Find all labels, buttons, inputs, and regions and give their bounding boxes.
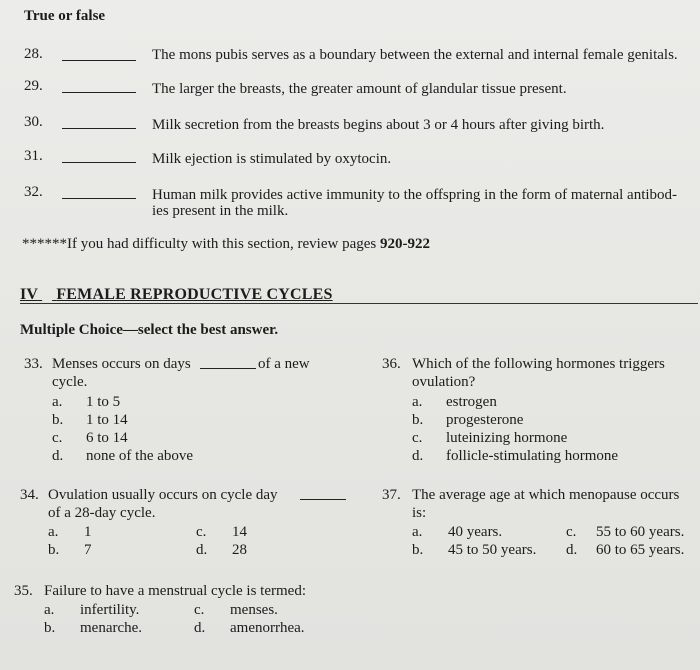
item-number: 30. bbox=[24, 114, 43, 130]
question-text-line-1: Which of the following hormones triggers bbox=[412, 356, 665, 372]
option-text[interactable]: 6 to 14 bbox=[86, 430, 128, 446]
option-letter: a. bbox=[412, 394, 423, 410]
option-text[interactable]: progesterone bbox=[446, 412, 524, 428]
option-letter: d. bbox=[52, 448, 64, 464]
option-text[interactable]: 1 bbox=[84, 524, 92, 540]
answer-blank[interactable] bbox=[200, 368, 256, 369]
item-number: 28. bbox=[24, 46, 43, 62]
question-number: 36. bbox=[382, 356, 401, 372]
option-letter: c. bbox=[412, 430, 423, 446]
question-text-line-2: of a 28-day cycle. bbox=[48, 505, 156, 521]
option-letter: b. bbox=[412, 412, 424, 428]
option-text[interactable]: 1 to 5 bbox=[86, 394, 121, 410]
option-letter: a. bbox=[48, 524, 59, 540]
item-number: 29. bbox=[24, 78, 43, 94]
section-divider bbox=[20, 303, 698, 304]
option-text[interactable]: menses. bbox=[230, 602, 278, 618]
option-text[interactable]: estrogen bbox=[446, 394, 497, 410]
question-text-start: Menses occurs on days bbox=[52, 356, 191, 372]
review-note-text: ******If you had difficulty with this section, review pages bbox=[22, 236, 377, 252]
option-text[interactable]: luteinizing hormone bbox=[446, 430, 568, 446]
option-letter: d. bbox=[196, 542, 208, 558]
item-number: 32. bbox=[24, 184, 43, 200]
option-letter: c. bbox=[566, 524, 577, 540]
option-text[interactable]: 60 to 65 years. bbox=[596, 542, 685, 558]
option-text[interactable]: 1 to 14 bbox=[86, 412, 128, 428]
option-letter: d. bbox=[194, 620, 206, 636]
answer-blank[interactable] bbox=[62, 92, 136, 93]
question-number: 35. bbox=[14, 583, 33, 599]
answer-blank[interactable] bbox=[62, 60, 136, 61]
option-letter: c. bbox=[196, 524, 207, 540]
item-statement-line-2: ies present in the milk. bbox=[152, 203, 289, 219]
option-letter: b. bbox=[412, 542, 424, 558]
option-text[interactable]: 55 to 60 years. bbox=[596, 524, 685, 540]
section-title-true-false: True or false bbox=[24, 8, 106, 24]
option-text[interactable]: infertility. bbox=[80, 602, 140, 618]
section-heading bbox=[20, 286, 333, 304]
answer-blank[interactable] bbox=[62, 162, 136, 163]
option-letter: b. bbox=[44, 620, 56, 636]
option-text[interactable]: 28 bbox=[232, 542, 247, 558]
option-letter: a. bbox=[412, 524, 423, 540]
option-letter: a. bbox=[44, 602, 55, 618]
question-text-line-1: Ovulation usually occurs on cycle day bbox=[48, 487, 278, 503]
option-text[interactable]: amenorrhea. bbox=[230, 620, 305, 636]
answer-blank[interactable] bbox=[62, 198, 136, 199]
option-text[interactable]: menarche. bbox=[80, 620, 143, 636]
option-text[interactable]: 7 bbox=[84, 542, 92, 558]
question-number: 37. bbox=[382, 487, 401, 503]
review-pages: 920-922 bbox=[380, 236, 430, 252]
item-statement: The mons pubis serves as a boundary between the external and internal female genitals. bbox=[152, 47, 678, 63]
option-letter: b. bbox=[48, 542, 60, 558]
option-text[interactable]: 40 years. bbox=[448, 524, 503, 540]
question-text: Failure to have a menstrual cycle is termed: bbox=[44, 583, 306, 599]
option-text[interactable]: none of the above bbox=[86, 448, 194, 464]
option-letter: c. bbox=[52, 430, 63, 446]
question-text-line-2: cycle. bbox=[52, 374, 88, 390]
question-number: 34. bbox=[20, 487, 39, 503]
item-statement: Milk secretion from the breasts begins about 3 or 4 hours after giving birth. bbox=[152, 117, 605, 133]
mc-instructions: Multiple Choice—select the best answer. bbox=[20, 322, 279, 338]
section-title: FEMALE REPRODUCTIVE CYCLES bbox=[56, 286, 333, 303]
question-text-line-2: is: bbox=[412, 505, 427, 521]
review-note bbox=[22, 236, 430, 253]
question-text-line-2: ovulation? bbox=[412, 374, 476, 390]
option-letter: b. bbox=[52, 412, 64, 428]
item-number: 31. bbox=[24, 148, 43, 164]
section-number: IV bbox=[20, 286, 38, 303]
question-text-line-1: The average age at which menopause occurs bbox=[412, 487, 680, 503]
answer-blank[interactable] bbox=[300, 499, 346, 500]
option-text[interactable]: follicle-stimulating hormone bbox=[446, 448, 619, 464]
item-statement: Milk ejection is stimulated by oxytocin. bbox=[152, 151, 392, 167]
option-letter: c. bbox=[194, 602, 205, 618]
option-text[interactable]: 14 bbox=[232, 524, 247, 540]
option-letter: a. bbox=[52, 394, 63, 410]
item-statement-line-1: Human milk provides active immunity to the offspring in the form of maternal antibod- bbox=[152, 187, 678, 203]
option-letter: d. bbox=[412, 448, 424, 464]
question-number: 33. bbox=[24, 356, 43, 372]
option-text[interactable]: 45 to 50 years. bbox=[448, 542, 537, 558]
option-letter: d. bbox=[566, 542, 578, 558]
question-text-end: of a new bbox=[258, 356, 310, 372]
answer-blank[interactable] bbox=[62, 128, 136, 129]
item-statement: The larger the breasts, the greater amount of glandular tissue present. bbox=[152, 81, 567, 97]
